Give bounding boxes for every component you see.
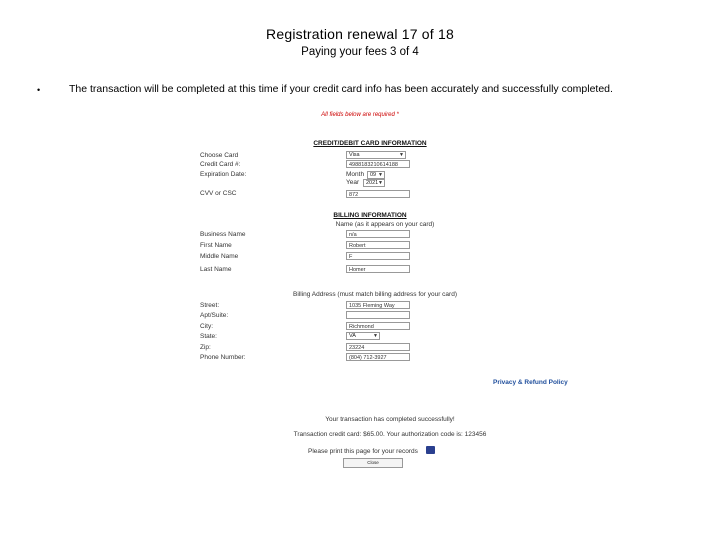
slide-subtitle: Paying your fees 3 of 4 bbox=[301, 46, 419, 58]
business-name-label: Business Name bbox=[200, 231, 246, 238]
street-label: Street: bbox=[200, 302, 220, 309]
middle-name-field[interactable]: F bbox=[346, 252, 410, 260]
expiration-label: Expiration Date: bbox=[200, 171, 247, 178]
month-value: 09 bbox=[370, 172, 377, 178]
state-value: VA bbox=[349, 333, 356, 339]
month-select[interactable] bbox=[367, 171, 385, 179]
year-value: 2021 bbox=[366, 180, 379, 186]
state-select[interactable] bbox=[346, 332, 380, 340]
choose-card-value: Visa bbox=[349, 152, 360, 158]
choose-card-select[interactable] bbox=[346, 151, 406, 159]
bullet-text: The transaction will be completed at this time if your credit card info has been accurately and successfully completed. bbox=[69, 83, 613, 95]
card-section-title: CREDIT/DEBIT CARD INFORMATION bbox=[313, 140, 427, 147]
zip-field[interactable]: 23224 bbox=[346, 343, 410, 351]
payment-form-screenshot bbox=[195, 112, 585, 472]
print-message: Please print this page for your records bbox=[308, 448, 418, 455]
cvv-field[interactable]: 872 bbox=[346, 190, 410, 198]
first-name-label: First Name bbox=[200, 242, 232, 249]
choose-card-label: Choose Card bbox=[200, 152, 239, 159]
slide-title: Registration renewal 17 of 18 bbox=[266, 26, 454, 42]
phone-field[interactable]: (804) 712-3927 bbox=[346, 353, 410, 361]
card-number-label: Credit Card #: bbox=[200, 161, 241, 168]
last-name-label: Last Name bbox=[200, 266, 232, 273]
year-label: Year bbox=[346, 179, 360, 186]
city-label: City: bbox=[200, 323, 213, 330]
success-message: Your transaction has completed successfully! bbox=[325, 416, 455, 423]
privacy-refund-link[interactable]: Privacy & Refund Policy bbox=[493, 379, 568, 386]
required-note: All fields below are required * bbox=[321, 112, 399, 118]
name-note: Name (as it appears on your card) bbox=[335, 221, 435, 228]
card-number-field[interactable]: 4988183210614188 bbox=[346, 160, 410, 168]
chevron-down-icon: ▼ bbox=[399, 152, 404, 158]
middle-name-label: Middle Name bbox=[200, 253, 239, 260]
street-field[interactable]: 1035 Fleming Way bbox=[346, 301, 410, 309]
apt-suite-label: Apt/Suite: bbox=[200, 312, 229, 319]
close-button[interactable]: Close bbox=[343, 458, 403, 468]
printer-icon[interactable] bbox=[426, 446, 435, 454]
first-name-field[interactable]: Robert bbox=[346, 241, 410, 249]
chevron-down-icon: ▼ bbox=[378, 180, 383, 186]
phone-label: Phone Number: bbox=[200, 354, 246, 361]
billing-address-note: Billing Address (must match billing address for your card) bbox=[292, 291, 457, 298]
business-name-field[interactable]: n/a bbox=[346, 230, 410, 238]
city-field[interactable]: Richmond bbox=[346, 322, 410, 330]
month-label: Month bbox=[346, 171, 365, 178]
transaction-message: Transaction credit card: $65.00. Your authorization code is: 123456 bbox=[293, 431, 487, 438]
zip-label: Zip: bbox=[200, 344, 211, 351]
cvv-label: CVV or CSC bbox=[200, 190, 237, 197]
chevron-down-icon: ▼ bbox=[378, 172, 383, 178]
year-select[interactable] bbox=[363, 179, 385, 187]
billing-section-title: BILLING INFORMATION bbox=[333, 212, 407, 219]
bullet-marker: • bbox=[37, 85, 41, 95]
state-label: State: bbox=[200, 333, 217, 340]
last-name-field[interactable]: Homer bbox=[346, 265, 410, 273]
apt-suite-field[interactable] bbox=[346, 311, 410, 319]
chevron-down-icon: ▼ bbox=[373, 333, 378, 339]
